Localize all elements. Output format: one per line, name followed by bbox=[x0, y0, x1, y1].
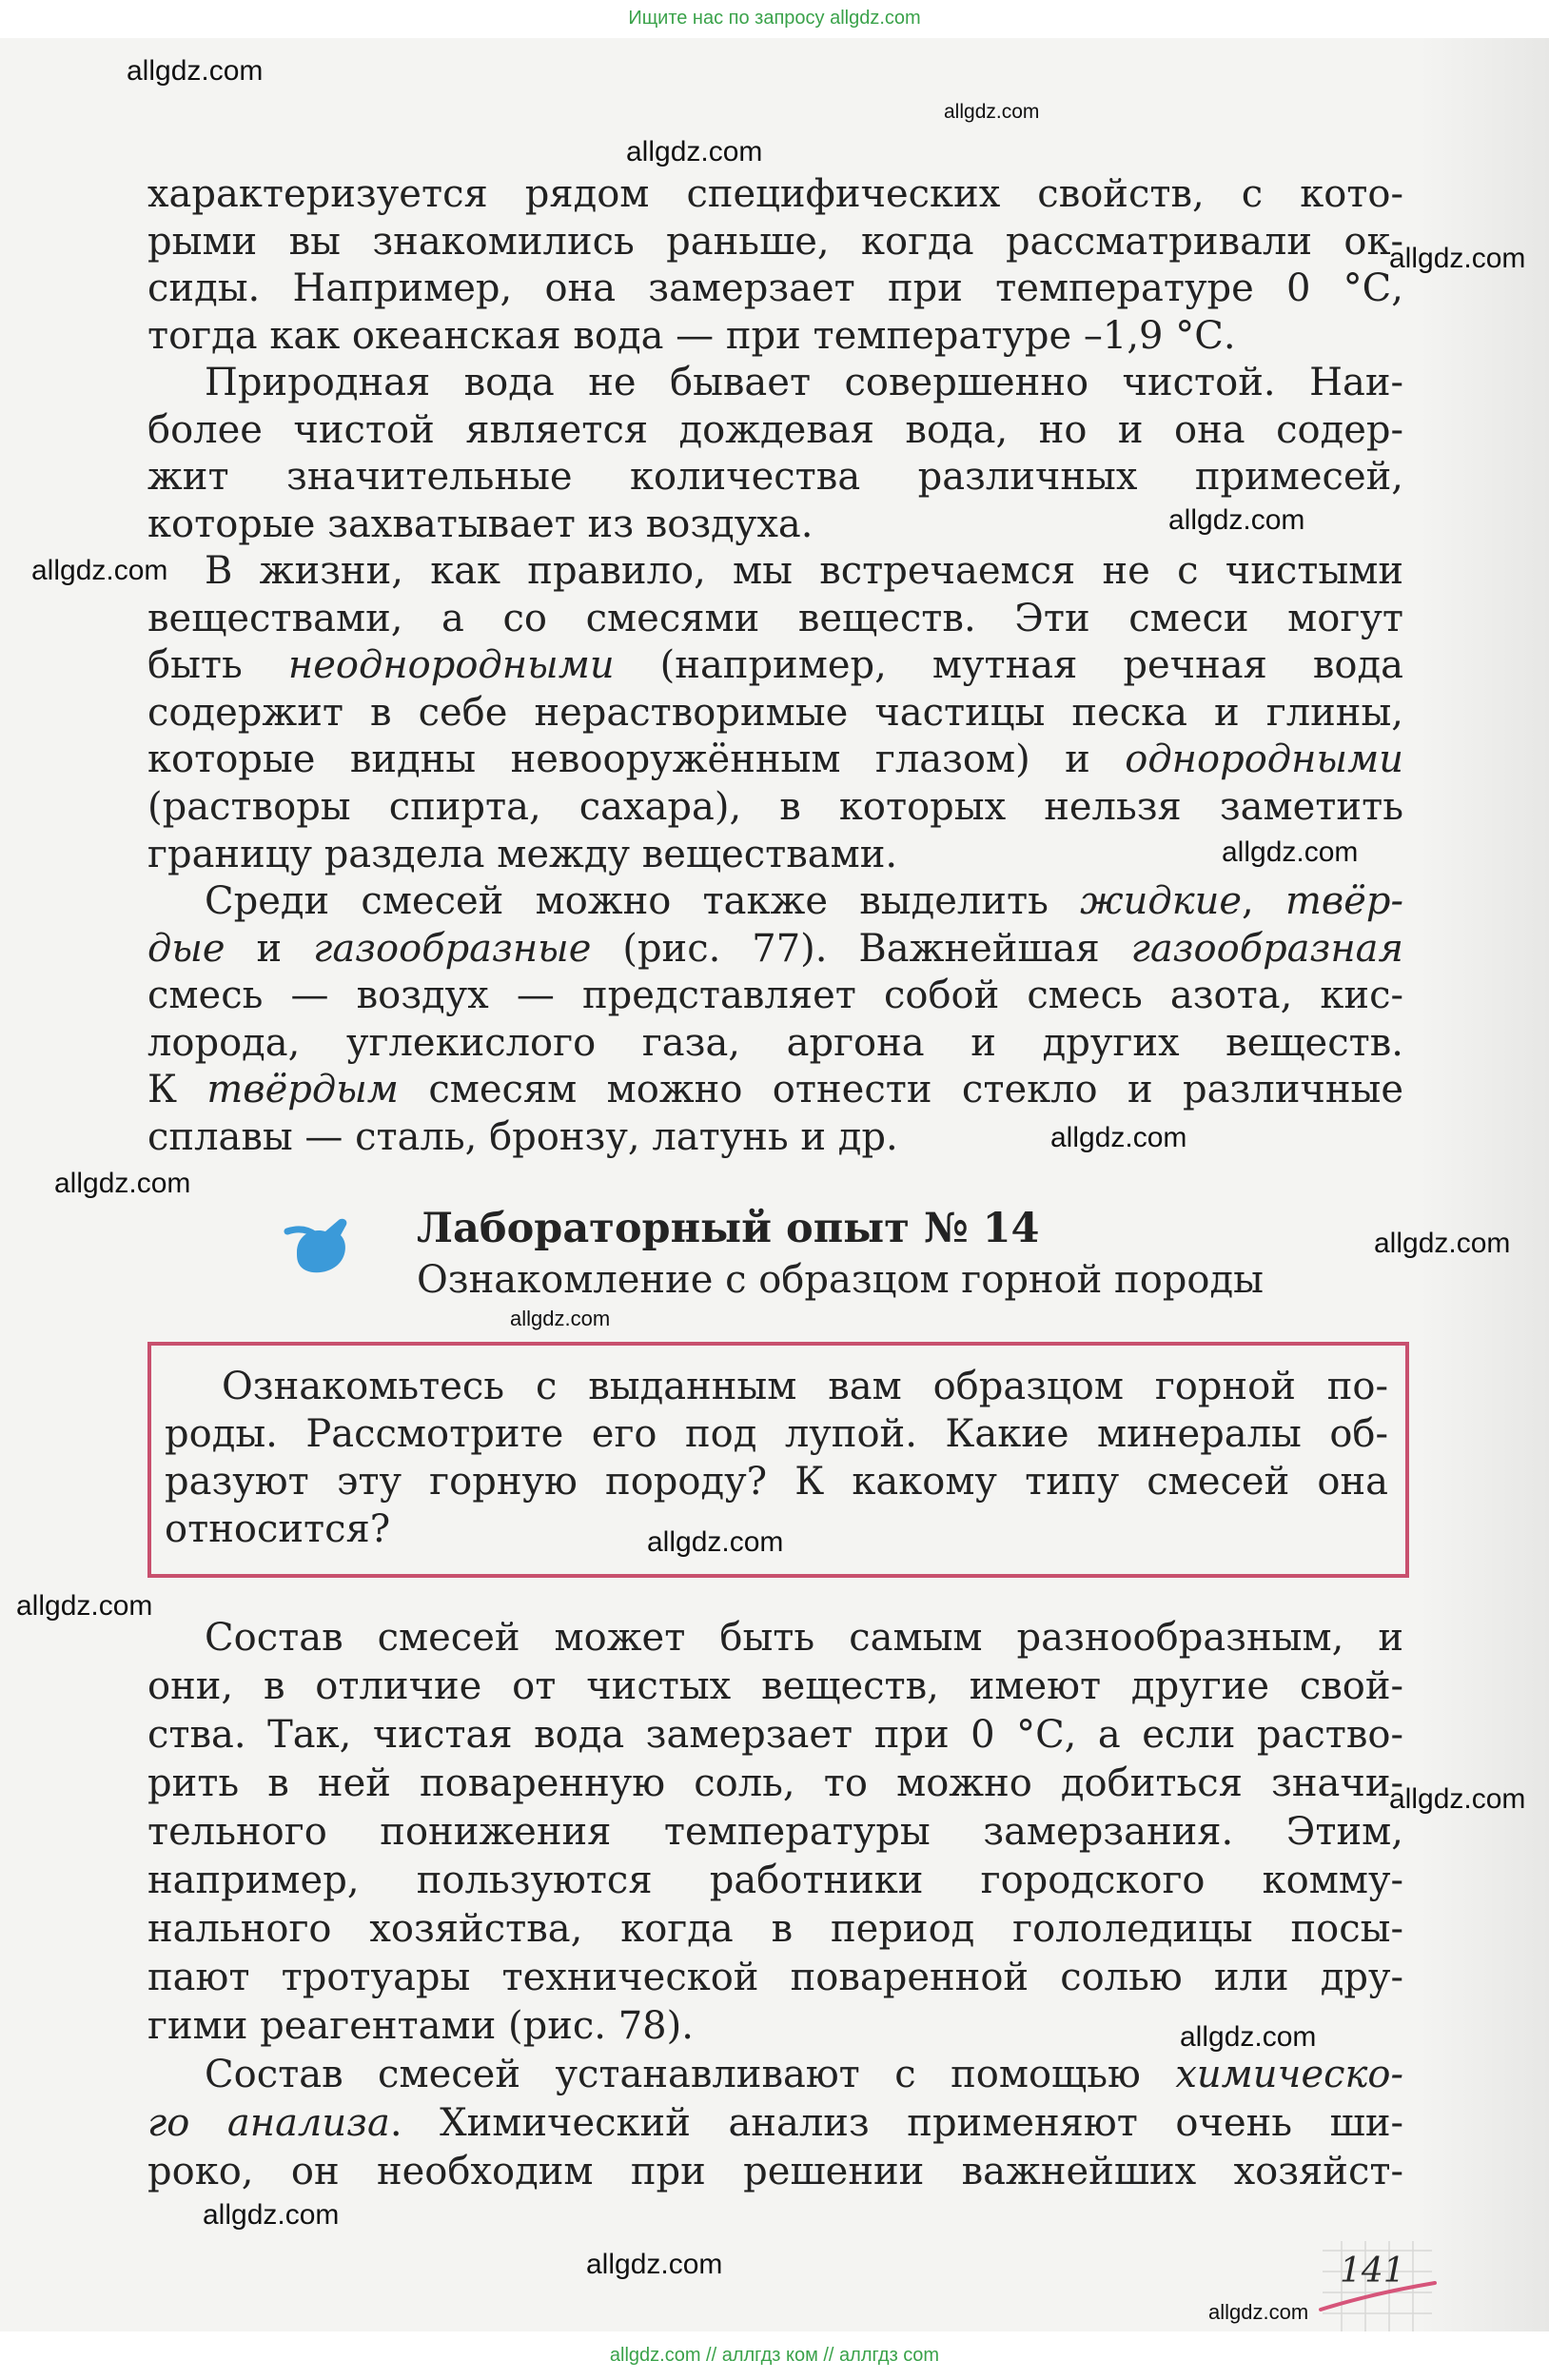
text-line: они, в отличие от чистых веществ, имеют другие свой- bbox=[147, 1664, 1403, 1708]
watermark: allgdz.com bbox=[1208, 2300, 1309, 2324]
text-line: разуют эту горную породу? К какому типу смесей она bbox=[165, 1460, 1388, 1504]
text-line: го анализа. Химический анализ применяют очень ши- bbox=[147, 2101, 1404, 2145]
paragraph-4 bbox=[147, 878, 1403, 1162]
lab-title: Лабораторный опыт № 14 bbox=[417, 1205, 1040, 1252]
watermark: allgdz.com bbox=[944, 101, 1040, 123]
text-line: В жизни, как правило, мы встречаемся не с чистыми bbox=[205, 549, 1403, 593]
text-line: рить в ней поваренную соль, то можно добиться значи- bbox=[147, 1761, 1403, 1805]
watermark: allgdz.com bbox=[1168, 504, 1305, 536]
text-line: жит значительные количества различных примесей, bbox=[147, 455, 1403, 500]
lab-flask-icon bbox=[284, 1210, 360, 1287]
italic-term: газообразные bbox=[313, 926, 592, 971]
watermark: allgdz.com bbox=[1050, 1122, 1187, 1153]
watermark: allgdz.com bbox=[54, 1168, 191, 1199]
text-line: границу раздела между веществами. bbox=[147, 832, 898, 876]
text-line: пают тротуары технической поваренной солью или дру- bbox=[147, 1956, 1403, 1999]
text-line: рыми вы знакомились раньше, когда рассматривали ок- bbox=[147, 219, 1403, 264]
italic-term: неоднородными bbox=[287, 643, 615, 688]
page-edge-shadow bbox=[1418, 38, 1549, 2331]
text-line: которые видны невооружённым глазом) и однородными bbox=[147, 738, 1403, 782]
text-line: (растворы спирта, сахара), в которых нельзя заметить bbox=[147, 784, 1403, 829]
italic-term: химическо- bbox=[1175, 2053, 1403, 2096]
text-line: которые захватывает из воздуха. bbox=[147, 502, 814, 546]
text-line: Состав смесей может быть самым разнообразным, и bbox=[205, 1616, 1403, 1660]
page-number: 141 bbox=[1340, 2252, 1405, 2291]
text-line: относится? bbox=[165, 1507, 391, 1551]
text-line: тельного понижения температуры замерзания. Этим, bbox=[147, 1810, 1403, 1854]
text-line: быть неоднородными (например, мутная речная вода bbox=[147, 643, 1403, 688]
paragraph-3 bbox=[147, 548, 1403, 878]
text-line: К твёрдым смесям можно отнести стекло и различные bbox=[147, 1068, 1404, 1112]
text-line: Ознакомьтесь с выданным вам образцом горной по- bbox=[222, 1365, 1388, 1408]
text-line: роды. Рассмотрите его под лупой. Какие минералы об- bbox=[165, 1412, 1388, 1456]
text-line: ства. Так, чистая вода замерзает при 0 °С, а если раство- bbox=[147, 1713, 1403, 1757]
italic-term: твёр- bbox=[1285, 879, 1404, 923]
lab-subtitle: Ознакомление с образцом горной породы bbox=[417, 1258, 1264, 1302]
text-line: гими реагентами (рис. 78). bbox=[147, 2004, 694, 2048]
top-banner[interactable]: Ищите нас по запросу allgdz.com bbox=[0, 0, 1549, 38]
italic-term: однородными bbox=[1125, 738, 1403, 782]
paragraph-5 bbox=[147, 1615, 1403, 2052]
text-line: лорода, углекислого газа, аргона и других веществ. bbox=[147, 1020, 1403, 1065]
text-line: более чистой является дождевая вода, но и она содер- bbox=[147, 407, 1403, 452]
watermark: allgdz.com bbox=[1222, 836, 1359, 868]
watermark: allgdz.com bbox=[31, 555, 168, 586]
watermark: allgdz.com bbox=[510, 1307, 611, 1330]
italic-term: газообразная bbox=[1130, 926, 1404, 971]
watermark: allgdz.com bbox=[1389, 1783, 1526, 1815]
text-line: характеризуется рядом специфических свойств, с кото- bbox=[147, 172, 1403, 216]
watermark: allgdz.com bbox=[586, 2249, 723, 2280]
watermark: allgdz.com bbox=[127, 55, 264, 87]
text-line: роко, он необходим при решении важнейших хозяйст- bbox=[147, 2150, 1403, 2193]
watermark: allgdz.com bbox=[1180, 2021, 1317, 2053]
text-line: содержит в себе нерастворимые частицы песка и глины, bbox=[147, 690, 1403, 735]
text-line: Среди смесей можно также выделить жидкие, твёр- bbox=[205, 879, 1404, 923]
bottom-banner[interactable]: allgdz.com // аллгдз ком // аллгдз com bbox=[0, 2331, 1549, 2380]
italic-term: жидкие bbox=[1080, 879, 1243, 923]
text-line: нального хозяйства, когда в период гололедицы посы- bbox=[147, 1907, 1403, 1951]
text-line: сплавы — сталь, бронзу, латунь и др. bbox=[147, 1114, 898, 1159]
text-line: тогда как океанская вода — при температуре –1,9 °С. bbox=[147, 313, 1236, 358]
watermark: allgdz.com bbox=[1389, 243, 1526, 274]
italic-term: го анализа bbox=[147, 2101, 390, 2145]
text-line: например, пользуются работники городского комму- bbox=[147, 1859, 1403, 1902]
italic-term: твёрдым bbox=[206, 1068, 399, 1112]
watermark: allgdz.com bbox=[203, 2199, 340, 2231]
task-text bbox=[165, 1363, 1388, 1553]
italic-term: дые bbox=[147, 926, 225, 971]
paragraph-6 bbox=[147, 2052, 1403, 2197]
paragraph-1 bbox=[147, 171, 1403, 360]
watermark: allgdz.com bbox=[647, 1526, 784, 1558]
text-line: Состав смесей устанавливают с помощью химическо- bbox=[205, 2053, 1403, 2096]
text-line: сиды. Например, она замерзает при температуре 0 °С, bbox=[147, 266, 1403, 311]
text-line: дые и газообразные (рис. 77). Важнейшая газообразная bbox=[147, 926, 1404, 971]
watermark: allgdz.com bbox=[626, 136, 763, 167]
text-line: веществами, а со смесями веществ. Эти смеси могут bbox=[147, 596, 1403, 640]
watermark: allgdz.com bbox=[16, 1590, 153, 1622]
text-line: Природная вода не бывает совершенно чистой. Наи- bbox=[205, 361, 1403, 404]
text-line: смесь — воздух — представляет собой смесь азота, кис- bbox=[147, 974, 1403, 1018]
watermark: allgdz.com bbox=[1374, 1228, 1511, 1259]
